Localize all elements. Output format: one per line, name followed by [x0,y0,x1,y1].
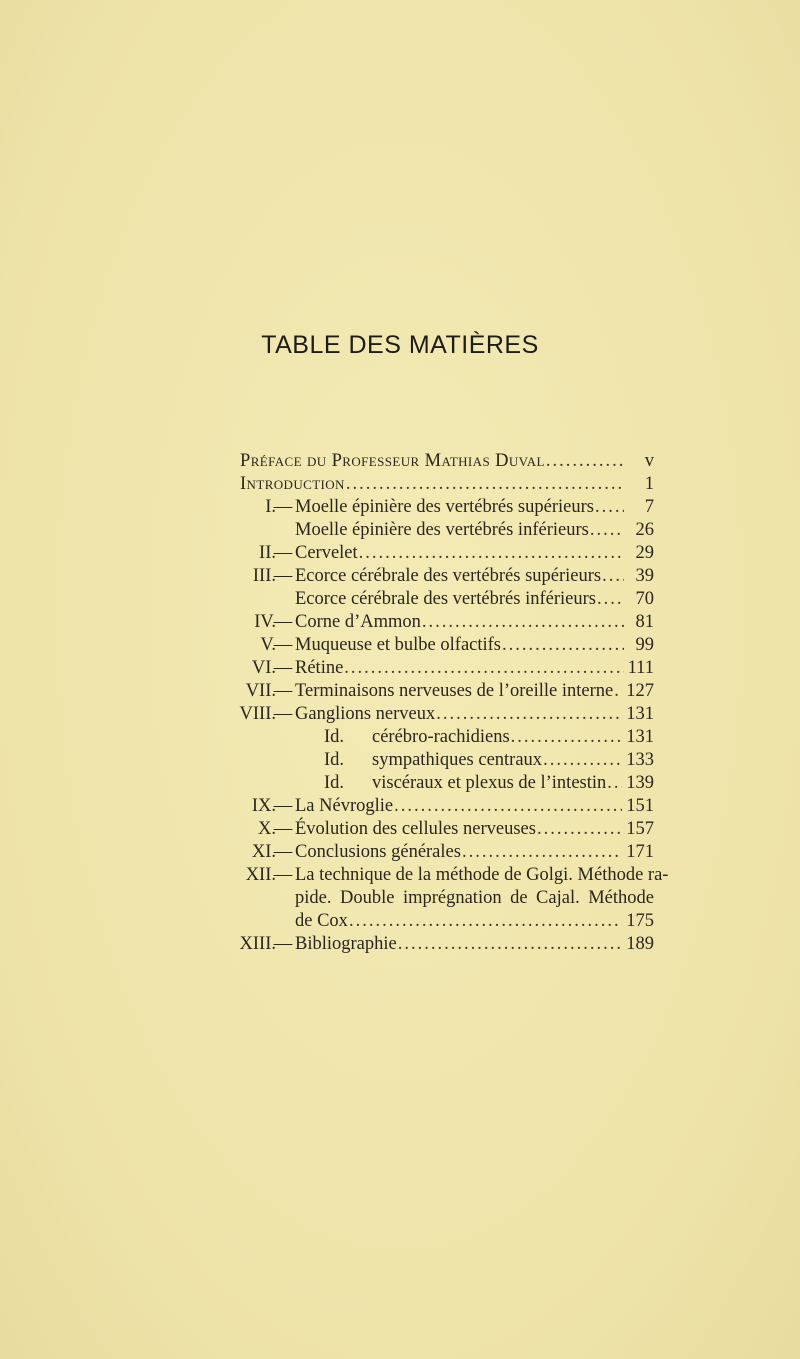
dash: — [273,566,293,586]
toc-entry-line [324,749,654,771]
toc-page-number: 133 [626,750,654,770]
toc-entry-label: Préface du Professeur Mathias Duval [240,451,545,471]
toc-page-number: 111 [627,658,654,678]
toc-entry-line [295,703,654,725]
chapter-number: XI. [251,842,276,862]
toc-entry-line [295,795,654,817]
dot-leader [537,818,622,840]
toc-page-number: 29 [635,543,654,563]
toc-entry-line [295,634,654,656]
toc-entry-label: Ecorce cérébrale des vertébrés supérieurs [295,566,602,586]
dot-leader [394,795,622,817]
toc-entry-label: Ecorce cérébrale des vertébrés inférieurs [295,589,596,609]
dot-leader [590,519,624,541]
dash: — [273,635,293,655]
toc-entry-text: sympathiques centraux [372,750,543,770]
toc-page-number: 139 [626,773,654,793]
dash: — [273,865,293,885]
toc-entry-line [295,818,654,840]
dot-leader [398,933,623,955]
toc-page-number: 175 [626,911,654,931]
chapter-number: X. [258,819,276,839]
toc-entry-chapter-1[interactable] [242,496,654,518]
toc-entry-line [295,519,654,541]
toc-entry-chapter-11[interactable] [242,841,654,863]
dash: — [273,543,293,563]
dash: — [273,819,293,839]
dash: — [273,796,293,816]
toc-entry-line [295,680,654,702]
toc-entry-chapter-10[interactable] [242,818,654,840]
dot-leader [614,680,622,702]
dot-leader [422,611,624,633]
toc-entry-chapter-8[interactable] [239,703,654,725]
toc-entry-line [240,473,654,495]
toc-entry-label: Ganglions nerveux [295,704,436,724]
toc-entry-label: Moelle épinière des vertébrés supérieurs [295,497,594,517]
toc-page-number: 151 [626,796,654,816]
dot-leader [543,749,622,771]
toc-page-number: 99 [635,635,654,655]
toc-page-number: 1 [644,474,654,494]
dot-leader [462,841,622,863]
toc-entry-line [295,657,654,679]
chapter-number: XIII. [239,934,276,954]
toc-entry-line [240,450,654,472]
dash: — [273,497,293,517]
toc-page-number: 70 [635,589,654,609]
toc-entry-line [295,841,654,863]
dash: — [273,612,293,632]
dot-leader [502,634,624,656]
dot-leader [436,703,622,725]
toc-entry-label [324,726,510,748]
dash: — [273,704,293,724]
dot-leader [607,772,622,794]
toc-page-number: 157 [626,819,654,839]
toc-entry-chapter-9[interactable] [242,795,654,817]
toc-page-number: 39 [635,566,654,586]
toc-page-number: 131 [626,727,654,747]
toc-page-number: 26 [635,520,654,540]
toc-entry-text-line-1: La technique de la méthode de Golgi. Méthode ra- [295,865,669,885]
chapter-number: III. [252,566,276,586]
toc-entry-line [295,565,654,587]
toc-page-number: v [644,451,654,471]
dot-leader [349,910,622,932]
dot-leader [595,496,624,518]
chapter-number: IV. [254,612,276,632]
chapter-number: VII. [245,681,276,701]
toc-entry-line [295,910,654,932]
toc-entry-chapter-3[interactable] [242,565,654,587]
dot-leader [359,542,624,564]
page-title: TABLE DES MATIÈRES [261,331,539,359]
chapter-number: IX. [251,796,276,816]
toc-entry-text: cérébro-rachidiens [372,727,510,747]
dot-leader [602,565,624,587]
toc-page-number: 171 [626,842,654,862]
toc-entry-line [324,772,654,794]
toc-entry-label: Rétine [295,658,344,678]
toc-entry-label: Évolution des cellules nerveuses [295,819,536,839]
toc-entry-chapter-5[interactable] [242,634,654,656]
toc-entry-preface[interactable] [242,450,654,472]
toc-entry-label: de Cox [295,911,348,931]
chapter-number: VIII. [239,704,276,724]
toc-page-number: 81 [635,612,654,632]
toc-entry-chapter-8-c[interactable] [242,772,654,794]
toc-entry-label: Moelle épinière des vertébrés inférieurs [295,520,589,540]
dot-leader [344,657,623,679]
toc-entry-line [324,726,654,748]
toc-entry-line [295,933,654,955]
id-abbreviation: Id. [324,727,345,747]
toc-page-number: 131 [626,704,654,724]
toc-entry-introduction[interactable] [242,473,654,495]
id-abbreviation: Id. [324,750,345,770]
toc-entry-label: Introduction [240,474,345,494]
chapter-number: II. [259,543,276,563]
toc-entry-chapter-6[interactable] [242,657,654,679]
toc-entry-label: Muqueuse et bulbe olfactifs [295,635,502,655]
toc-entry-chapter-12[interactable] [242,864,669,934]
toc-entry-chapter-8-a[interactable] [242,726,654,748]
id-abbreviation: Id. [324,773,345,793]
toc-entry-chapter-3-sub[interactable] [242,588,654,610]
dot-leader [346,473,624,495]
toc-page-number: 189 [626,934,654,954]
dash: — [273,934,293,954]
toc-entry-label: Cervelet [295,543,358,563]
toc-entry-label: La Névroglie [295,796,394,816]
toc-entry-chapter-7[interactable] [242,680,654,702]
toc-entry-line [295,542,654,564]
toc-entry-chapter-2[interactable] [242,542,654,564]
toc-entry-label [324,749,542,771]
toc-entry-text-line-2: pide. Double imprégnation de Cajal. Méthode [295,888,654,908]
toc-entry-label: Corne d’Ammon [295,612,421,632]
toc-page-number: 127 [626,681,654,701]
toc-entry-chapter-8-b[interactable] [242,749,654,771]
chapter-number: XII. [245,865,276,885]
toc-entry-label: Terminaisons nerveuses de l’oreille interne [295,681,614,701]
toc-page-number: 7 [644,497,654,517]
toc-entry-text: viscéraux et plexus de l’intestin [372,773,607,793]
dot-leader [511,726,623,748]
toc-entry-label: Bibliographie [295,934,397,954]
chapter-number: V. [260,635,276,655]
dot-leader [597,588,624,610]
toc-entry-label: Conclusions générales [295,842,461,862]
dash: — [273,842,293,862]
chapter-number: VI. [251,658,276,678]
toc-entry-line [295,611,654,633]
dash: — [273,658,293,678]
toc-entry-chapter-13[interactable] [239,933,654,955]
dot-leader [546,450,624,472]
toc-entry-chapter-4[interactable] [242,611,654,633]
chapter-number: I. [265,497,276,517]
toc-entry-line [295,496,654,518]
toc-entry-label [324,772,606,794]
toc-entry-line [295,588,654,610]
dash: — [273,681,293,701]
toc-entry-chapter-1-sub[interactable] [242,519,654,541]
